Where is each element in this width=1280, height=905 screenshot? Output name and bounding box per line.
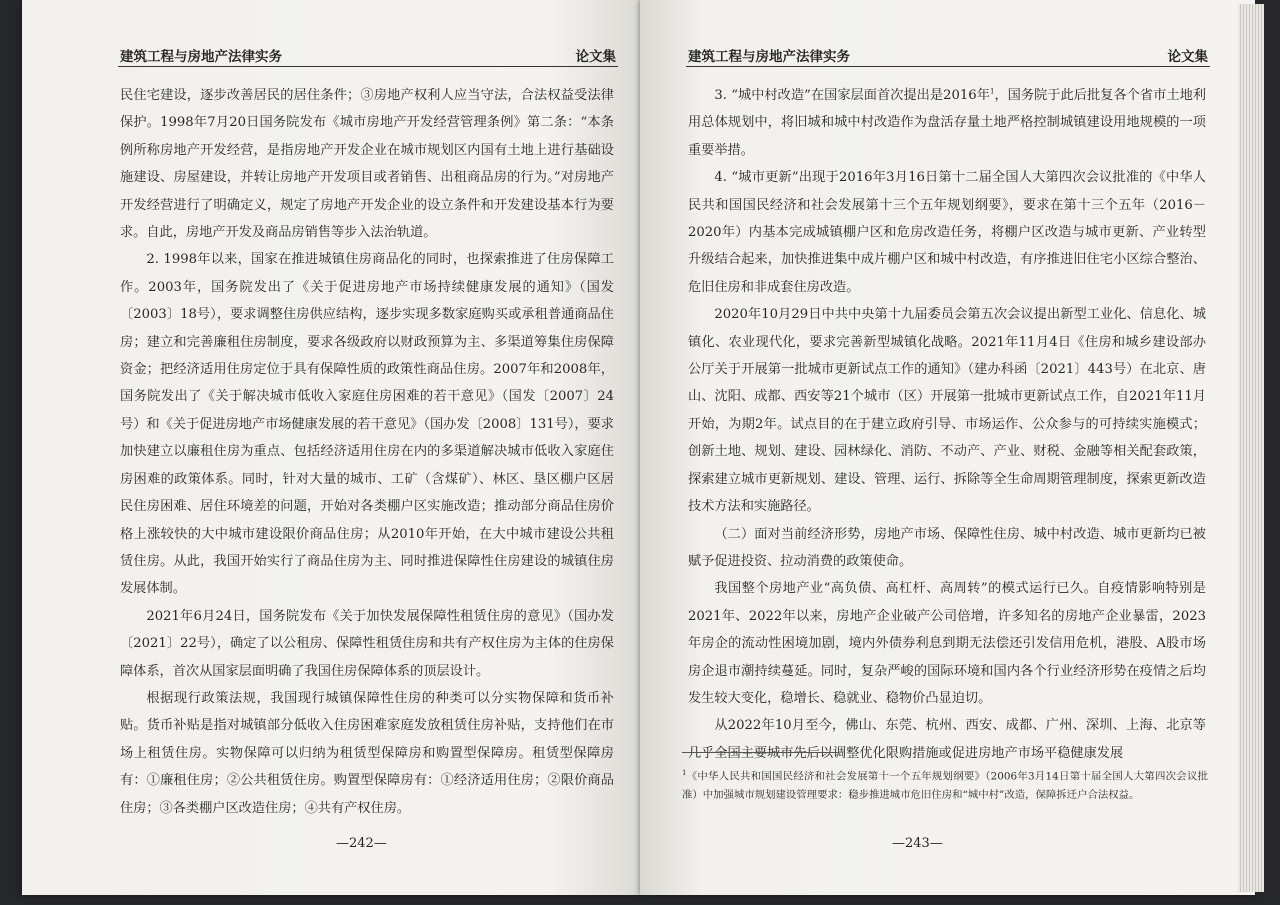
paragraph-text: 3. “城中村改造”在国家层面首次提出是2016年 bbox=[714, 88, 990, 103]
paragraph: 2. 1998年以来，国家在推进城镇住房商品化的同时，也探索推进了住房保障工作。2003年，国务院发出了《关于促进房地产市场持续健康发展的通知》（国发〔2003〕18号），要求调整住房供应结构，逐步实现多数家庭购买或承租普通商品住房；建立和完善廉租住房制度，要求各级政府以财政预算为主、多渠道筹集住房保障资金；把经济适用住房定位于具有保障性质的政策性商品住房。2007年和2008年，国务院发出了《关于解决城市低收入家庭住房困难的若干意见》（国发〔2007〕24号）和《关于促进房地产市场健康发展的若干意见》（国办发〔2008〕131号），要求加快建立以廉租住房为重点、包括经济适用住房在内的多渠道解决城市低收入家庭住房困难的政策体系。同时，针对大量的城市、工矿（含煤矿）、林区、垦区棚户区居民住房困难、居住环境差的问题，开始对各类棚户区实施改造；推动部分商品住房价格上涨较快的大中城市建设限价商品住房；从2010年开始，在大中城市建设公共租赁住房。从此，我国开始实行了商品住房为主、同时推进保障性住房建设的城镇住房发展体制。 bbox=[120, 252, 614, 597]
section-label: 论文集 bbox=[1167, 49, 1208, 65]
paragraph: 根据现行政策法规，我国现行城镇保障性住房的种类可以分实物保障和货币补贴。货币补贴是指对城镇部分低收入住房困难家庭发放租赁住房补贴，支持他们在市场上租赁住房。实物保障可以归纳为租赁型保障房和购置型保障房。租赁型保障房有：①廉租住房；②公共租赁住房。购置型保障房有：①经济适用住房；②限价商品住房；③各类棚户区改造住房；④共有产权住房。 bbox=[120, 690, 614, 816]
header-rule bbox=[118, 66, 618, 67]
header-rule bbox=[686, 66, 1210, 67]
left-page bbox=[22, 0, 640, 895]
body-text bbox=[688, 82, 1206, 767]
section-label: 论文集 bbox=[575, 49, 616, 65]
paragraph: 2021年6月24日，国务院发布《关于加快发展保障性租赁住房的意见》（国办发〔2021〕22号），确定了以公租房、保障性租赁住房和共有产权住房为主体的住房保障体系，首次从国家层面明确了我国住房保障体系的顶层设计。 bbox=[120, 608, 614, 679]
body-text bbox=[120, 82, 614, 822]
footnote-mark: 1 bbox=[682, 769, 687, 777]
page-number: —242— bbox=[336, 836, 387, 851]
page-number: —243— bbox=[892, 836, 943, 851]
page-edges bbox=[1238, 4, 1264, 892]
book-title: 建筑工程与房地产法律实务 bbox=[120, 49, 282, 65]
paragraph: 4. “城市更新”出现于2016年3月16日第十二届全国人大第四次会议批准的《中华人民共和国国民经济和社会发展第十三个五年规划纲要》，要求在第十三个五年（2016－2020年）内基本完成城镇棚户区和危房改造任务，将棚户区改造与城市更新、产业转型升级结合起来，加快推进集中成片棚户区和城中村改造，有序推进旧住宅小区综合整治、危旧住房和非成套住房改造。 bbox=[688, 170, 1206, 295]
footnote-text: 《中华人民共和国国民经济和社会发展第十一个五年规划纲要》（2006年3月14日第十届全国人大第四次会议批准）中加强城市规划建设管理要求：稳步推进城市危旧住房和“城中村”改造，保障拆迁户合法权益。 bbox=[682, 770, 1208, 801]
right-page bbox=[640, 0, 1255, 895]
footnote-rule bbox=[682, 752, 838, 753]
paragraph-text: ，国务院于此后批复各个省市土地利用总体规划中，将旧城和城中村改造作为盘活存量土地严格控制城镇建设用地规模的一项重要举措。 bbox=[688, 88, 1206, 158]
footnote bbox=[682, 764, 1208, 804]
paragraph: 民住宅建设，逐步改善居民的居住条件；③房地产权利人应当守法，合法权益受法律保护。1998年7月20日国务院发布《城市房地产开发经营管理条例》第二条：“本条例所称房地产开发经营，是指房地产开发企业在城市规划区内国有土地上进行基础设施建设、房屋建设，并转让房地产开发项目或者销售、出租商品房的行为。”对房地产开发经营进行了明确定义，规定了房地产开发企业的设立条件和开发建设基本行为要求。自此，房地产开发及商品房销售等步入法治轨道。 bbox=[120, 88, 614, 241]
paragraph: （二）面对当前经济形势，房地产市场、保障性住房、城中村改造、城市更新均已被赋予促进投资、拉动消费的政策使命。 bbox=[688, 526, 1206, 569]
paragraph: 我国整个房地产业“高负债、高杠杆、高周转”的模式运行已久。自疫情影响特别是2021年、2022年以来，房地产企业破产公司倍增，许多知名的房地产企业暴雷，2023年房企的流动性困境加剧，境内外债券利息到期无法偿还引发信用危机，港股、A股市场房企退市潮持续蔓延。同时，复杂严峻的国际环境和国内各个行业经济形势在疫情之后均发生较大变化，稳增长、稳就业、稳物价凸显迫切。 bbox=[688, 581, 1206, 706]
paragraph: 从2022年10月至今，佛山、东莞、杭州、西安、成都、广州、深圳、上海、北京等几乎全国主要城市先后以调整优化限购措施或促进房地产市场平稳健康发展 bbox=[688, 718, 1206, 761]
running-header bbox=[120, 45, 616, 65]
footnote-ref: 1 bbox=[989, 87, 995, 96]
running-header bbox=[688, 45, 1208, 65]
paragraph: 2020年10月29日中共中央第十九届委员会第五次会议提出新型工业化、信息化、城镇化、农业现代化，要求完善新型城镇化战略。2021年11月4日《住房和城乡建设部办公厅关于开展第一批城市更新试点工作的通知》（建办科函〔2021〕443号）在北京、唐山、沈阳、成都、西安等21个城市（区）开展第一批城市更新试点工作，自2021年11月开始，为期2年。试点目的在于建立政府引导、市场运作、公众参与的可持续实施模式；创新土地、规划、建设、园林绿化、消防、不动产、产业、财税、金融等相关配套政策，探索建立城市更新规划、建设、管理、运行、拆除等全生命周期管理制度，探索更新改造技术方法和实施路径。 bbox=[688, 307, 1206, 515]
paragraph bbox=[688, 82, 1206, 164]
book-title: 建筑工程与房地产法律实务 bbox=[688, 49, 850, 65]
